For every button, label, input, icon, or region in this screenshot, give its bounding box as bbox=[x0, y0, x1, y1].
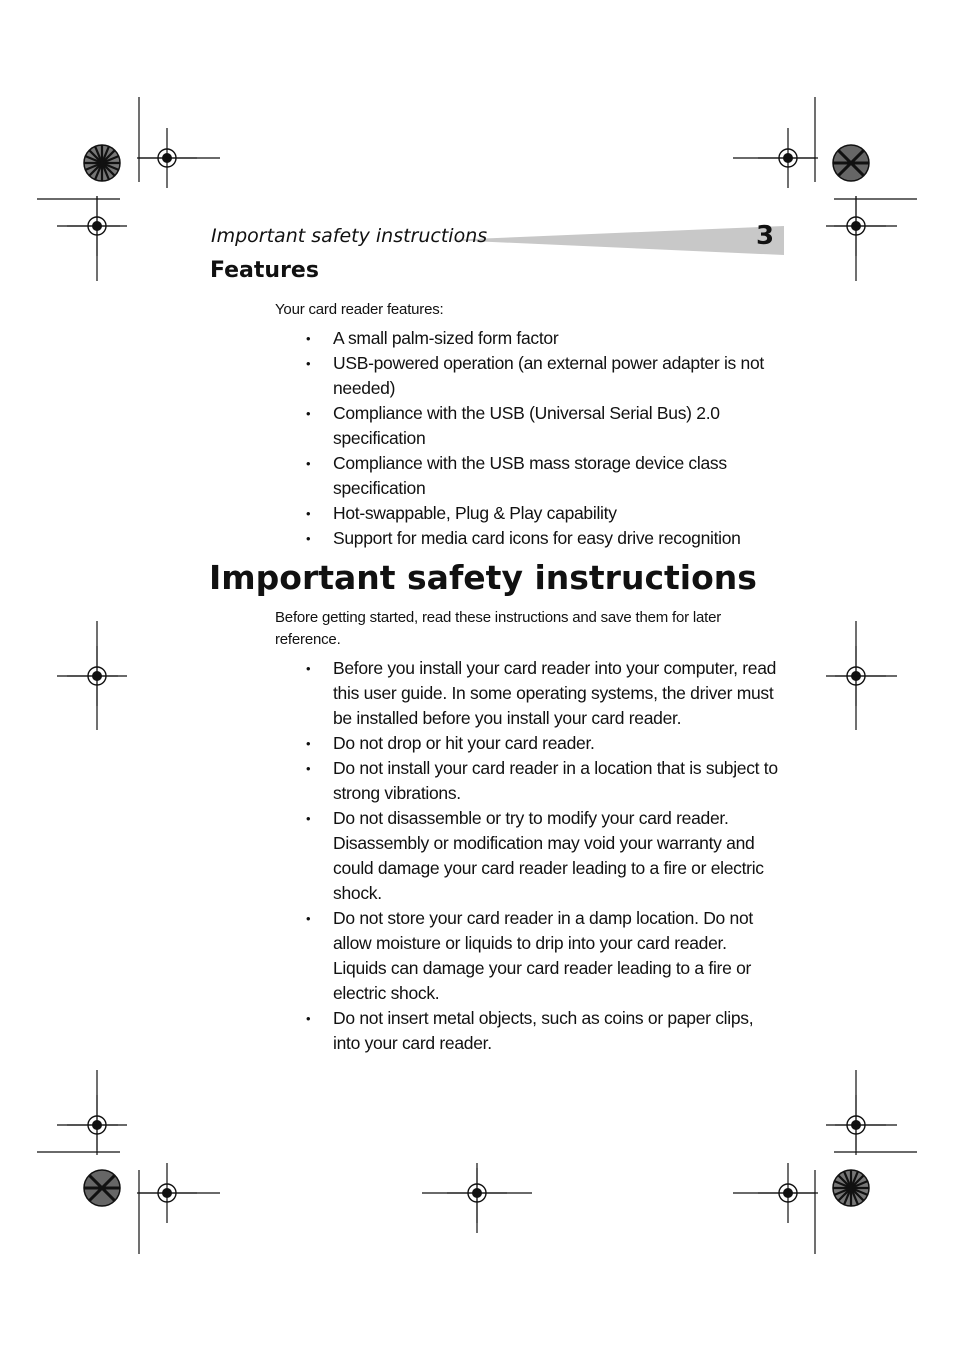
safety-intro: Before getting started, read these instructions and save them for later reference. bbox=[275, 609, 722, 648]
list-item: • USB-powered operation (an external power adapter is not needed) bbox=[306, 351, 782, 401]
header-bar bbox=[448, 226, 784, 255]
features-heading: Features bbox=[210, 258, 319, 283]
features-intro: Your card reader features: bbox=[275, 301, 444, 318]
list-item: • Do not install your card reader in a location that is subject to strong vibrations. bbox=[306, 756, 782, 806]
page-number: 3 bbox=[756, 221, 775, 251]
features-list bbox=[306, 326, 782, 551]
list-item: • Do not insert metal objects, such as coins or paper clips, into your card reader. bbox=[306, 1006, 782, 1056]
list-item: • Do not store your card reader in a damp location. Do not allow moisture or liquids to drip into your card reader. Liquids can damage your card reader leading to a fire or electric shock. bbox=[306, 906, 782, 1006]
list-item: • Do not drop or hit your card reader. bbox=[306, 731, 782, 756]
list-item: • Hot-swappable, Plug & Play capability bbox=[306, 501, 782, 526]
list-item: • Compliance with the USB (Universal Serial Bus) 2.0 specification bbox=[306, 401, 782, 451]
safety-heading: Important safety instructions bbox=[209, 558, 757, 597]
list-item: • Support for media card icons for easy drive recognition bbox=[306, 526, 782, 551]
list-item: • Compliance with the USB mass storage device class specification bbox=[306, 451, 782, 501]
list-item: • A small palm-sized form factor bbox=[306, 326, 782, 351]
list-item: • Do not disassemble or try to modify your card reader. Disassembly or modification may void your warranty and could damage your card reader leading to a fire or electric shock. bbox=[306, 806, 782, 906]
safety-list bbox=[306, 656, 782, 1056]
list-item: • Before you install your card reader into your computer, read this user guide. In some operating systems, the driver must be installed before you install your card reader. bbox=[306, 656, 782, 731]
running-header-title: Important safety instructions bbox=[211, 225, 488, 247]
